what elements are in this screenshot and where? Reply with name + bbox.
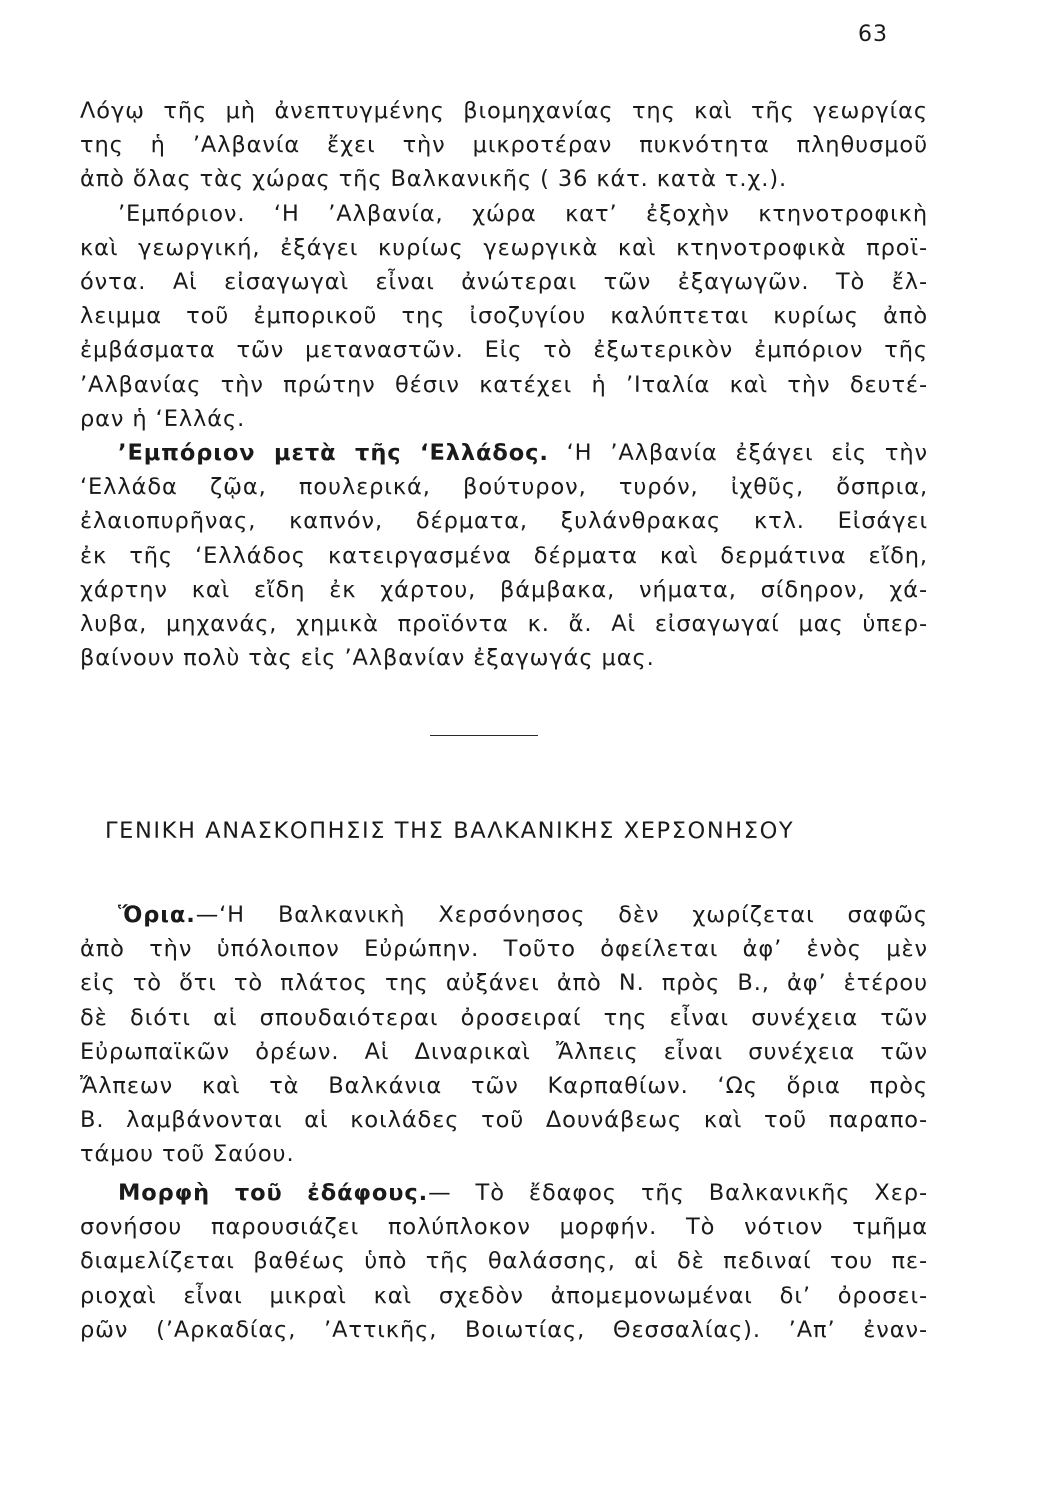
text-line: Β. λαμβάνονται αἱ κοιλάδες τοῦ Δουνάβεως καὶ τοῦ παραπο- — [80, 1107, 928, 1134]
text-line: σονήσου παρουσιάζει πολύπλοκον μορφήν. Τὸ νότιον τμῆμα — [80, 1214, 928, 1241]
text-line: καὶ γεωργική, ἐξάγει κυρίως γεωργικὰ καὶ κτηνοτροφικὰ προϊ- — [80, 234, 928, 261]
text-line: εἰς τὸ ὅτι τὸ πλάτος της αὐξάνει ἀπὸ Ν. πρὸς Β., ἀφ’ ἑτέρου — [80, 970, 928, 997]
paragraph-emporion-hellas — [80, 436, 928, 675]
text-line: χάρτην καὶ εἴδη ἐκ χάρτου, βάμβακα, νήματα, σίδηρον, χά- — [80, 576, 928, 603]
text-line: λυβα, μηχανάς, χημικὰ προϊόντα κ. ἄ. Αἱ εἰσαγωγαί μας ὑπερ- — [80, 610, 928, 637]
page-number: 63 — [858, 22, 888, 47]
text-line: ἐμβάσματα τῶν μεταναστῶν. Εἰς τὸ ἐξωτερικὸν ἐμπόριον τῆς — [80, 337, 928, 364]
text-line — [80, 436, 928, 470]
text-line — [80, 898, 928, 932]
text-line: ριοχαὶ εἶναι μικραὶ καὶ σχεδὸν ἀπομεμονωμέναι δι’ ὀροσει- — [80, 1282, 928, 1309]
text-line: Ἄλπεων καὶ τὰ Βαλκάνια τῶν Καρπαθίων. ‘Ως ὅρια πρὸς — [80, 1072, 928, 1099]
text-line: τάμου τοῦ Σαύου. — [80, 1141, 295, 1168]
heading-continuation: — Τὸ ἔδαφος τῆς Βαλκανικῆς Χερ- — [428, 1180, 928, 1206]
text-line: ἐκ τῆς ‘Ελλάδος κατειργασμένα δέρματα καὶ δερμάτινα εἴδη, — [80, 542, 928, 569]
text-line: ραν ἡ ‘Ελλάς. — [80, 405, 246, 432]
text-line: δὲ διότι αἱ σπουδαιότεραι ὀροσειραί της εἶναι συνέχεια τῶν — [80, 1004, 928, 1031]
paragraph-heading: ’Εμπόριον μετὰ τῆς ‘Ελλάδος. — [118, 440, 549, 466]
paragraph-morfi — [80, 1176, 928, 1347]
text-line: ἀπὸ τὴν ὑπόλοιπον Εὐρώπην. Τοῦτο ὀφείλεται ἀφ’ ἑνὸς μὲν — [80, 936, 928, 963]
text-line: ἀπὸ ὅλας τὰς χώρας τῆς Βαλκανικῆς ( 36 κάτ. κατὰ τ.χ.). — [80, 166, 788, 193]
text-line: ’Εμπόριον. ‘Η ’Αλβανία, χώρα κατ’ ἐξοχὴν κτηνοτροφικὴ — [118, 200, 928, 227]
section-title: ΓΕΝΙΚΗ ΑΝΑΣΚΟΠΗΣΙΣ ΤΗΣ ΒΑΛΚΑΝΙΚΗΣ ΧΕΡΣΟΝΗΣΟΥ — [105, 818, 795, 844]
text-line: διαμελίζεται βαθέως ὑπὸ τῆς θαλάσσης, αἱ δὲ πεδιναί του πε- — [80, 1248, 928, 1275]
text-line: ‘Ελλάδα ζῷα, πουλερικά, βούτυρον, τυρόν, ἰχθῦς, ὄσπρια, — [80, 474, 928, 501]
paragraph-intro — [80, 94, 928, 197]
paragraph-oria — [80, 898, 928, 1172]
text-line: Λόγῳ τῆς μὴ ἀνεπτυγμένης βιομηχανίας της καὶ τῆς γεωργίας — [80, 98, 928, 124]
text-line: ἐλαιοπυρῆνας, καπνόν, δέρματα, ξυλάνθρακας κτλ. Εἰσάγει — [80, 508, 928, 535]
text-line: Εὐρωπαϊκῶν ὀρέων. Αἱ Διναρικαὶ Ἄλπεις εἶναι συνέχεια τῶν — [80, 1038, 928, 1065]
text-line: ’Αλβανίας τὴν πρώτην θέσιν κατέχει ἡ ’Ιταλία καὶ τὴν δευτέ- — [80, 371, 928, 398]
text-line: όντα. Αἱ εἰσαγωγαὶ εἶναι ἀνώτεραι τῶν ἐξαγωγῶν. Τὸ ἔλ- — [80, 268, 928, 295]
paragraph-heading: Ὅρια. — [118, 902, 196, 928]
text-line — [80, 1176, 928, 1210]
paragraph-heading: Μορφὴ τοῦ ἐδάφους. — [118, 1180, 429, 1206]
paragraph-emporion — [80, 197, 928, 436]
heading-continuation: —‘Η Βαλκανικὴ Χερσόνησος δὲν χωρίζεται σαφῶς — [195, 902, 928, 928]
heading-continuation: ‘Η ’Αλβανία ἐξάγει εἰς τὴν — [566, 440, 928, 466]
text-line: βαίνουν πολὺ τὰς εἰς ’Αλβανίαν ἐξαγωγάς μας. — [80, 645, 655, 672]
text-line: της ἡ ’Αλβανία ἔχει τὴν μικροτέραν πυκνότητα πληθυσμοῦ — [80, 132, 928, 159]
text-line: ρῶν (’Αρκαδίας, ’Αττικῆς, Βοιωτίας, Θεσσαλίας). ’Απ’ ἐναν- — [80, 1316, 928, 1343]
text-line: λειμμα τοῦ ἐμπορικοῦ της ἰσοζυγίου καλύπτεται κυρίως ἀπὸ — [80, 303, 928, 330]
section-divider — [430, 735, 538, 736]
